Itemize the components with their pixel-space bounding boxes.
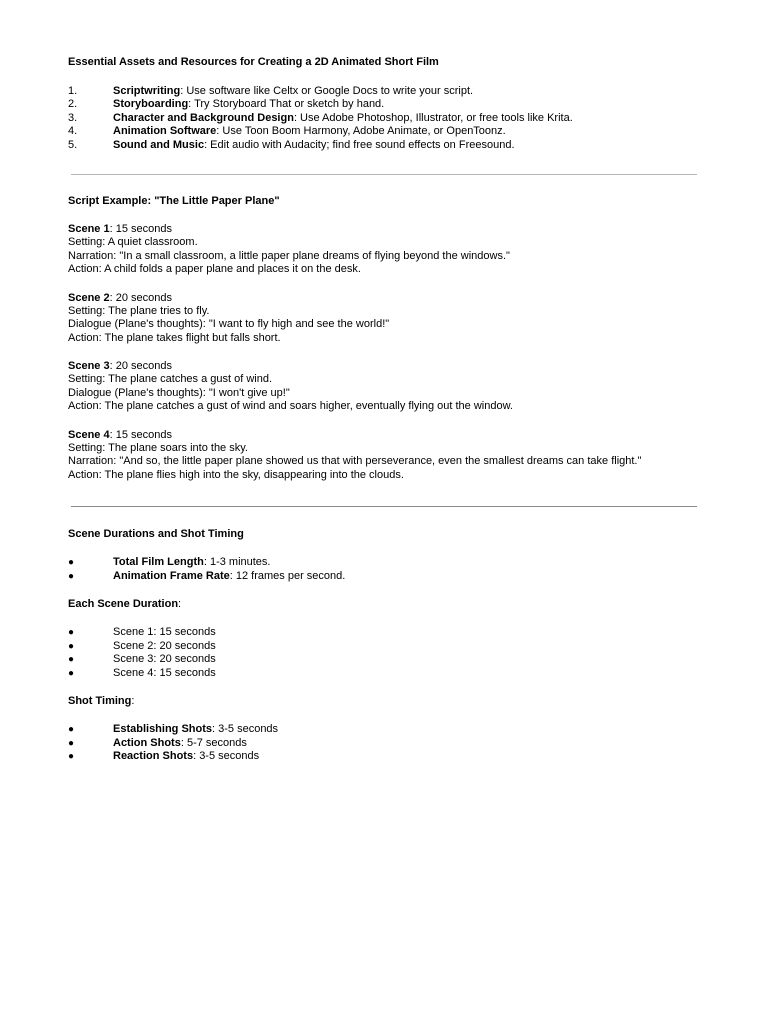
bullet-icon: ● (68, 737, 75, 749)
scene-line: Dialogue (Plane's thoughts): "I won't give up!" (68, 386, 290, 399)
list-text: : 5-7 seconds (180, 736, 247, 749)
list-text: Scene 1: 15 seconds (113, 626, 216, 639)
list-term: Animation Frame Rate (113, 569, 230, 582)
bullet-icon: ● (68, 557, 75, 569)
list-term: Total Film Length (113, 556, 204, 569)
bullet-icon: ● (68, 751, 75, 763)
shot-timing-heading: Shot Timing: (68, 694, 135, 707)
scene-block (68, 223, 698, 277)
list-item (68, 626, 698, 639)
scene-duration: : 20 seconds (109, 291, 172, 304)
scene-line: Dialogue (Plane's thoughts): "I want to fly high and see the world!" (68, 318, 390, 331)
scene-duration-list (68, 626, 698, 680)
bullet-icon: ● (68, 667, 75, 679)
list-text: : Try Storyboard That or sketch by hand. (188, 98, 385, 111)
list-item (68, 570, 698, 583)
list-text: : Edit audio with Audacity; find free sound effects on Freesound. (204, 138, 515, 151)
scene-line: Setting: A quiet classroom. (68, 236, 198, 249)
scene-label: Scene 3 (68, 360, 110, 373)
scene-line: Action: The plane flies high into the sky, disappearing into the clouds. (68, 468, 404, 481)
list-number: 1. (68, 85, 78, 97)
scene-line: Setting: The plane tries to fly. (68, 304, 210, 317)
scene-line: Action: A child folds a paper plane and places it on the desk. (68, 263, 361, 276)
list-term: Establishing Shots (113, 723, 213, 736)
list-item (68, 640, 698, 653)
scene-duration: : 20 seconds (109, 360, 172, 373)
list-term: Scriptwriting (113, 85, 181, 97)
list-item (68, 723, 698, 736)
list-item (68, 98, 698, 111)
assets-list (68, 85, 698, 152)
list-text: Scene 4: 15 seconds (113, 666, 216, 679)
list-text: : Use software like Celtx or Google Docs to write your script. (180, 85, 474, 97)
list-text: : Use Toon Boom Harmony, Adobe Animate, or OpenToonz. (216, 125, 506, 138)
scene-duration: : 15 seconds (109, 428, 172, 441)
scene-block (68, 360, 698, 414)
list-text: : Use Adobe Photoshop, Illustrator, or free tools like Krita. (293, 111, 573, 124)
scene-line: Setting: The plane soars into the sky. (68, 442, 248, 455)
list-item (68, 750, 698, 763)
list-text: : 12 frames per second. (229, 569, 346, 582)
list-term: Character and Background Design (113, 111, 294, 124)
list-term: Animation Software (113, 125, 217, 138)
list-term: Action Shots (113, 736, 181, 749)
list-item (68, 556, 698, 569)
scene-line: Narration: "In a small classroom, a little paper plane dreams of flying beyond the windows." (68, 249, 510, 262)
scene-line: Action: The plane catches a gust of wind and soars higher, eventually flying out the window. (68, 400, 513, 413)
list-item (68, 653, 698, 666)
scene-label: Scene 4 (68, 428, 110, 441)
list-text: : 3-5 seconds (193, 750, 260, 763)
script-heading: Script Example: "The Little Paper Plane" (68, 194, 280, 207)
list-item (68, 112, 698, 125)
list-number: 2. (68, 98, 78, 111)
timing-overview-list (68, 556, 698, 583)
list-item (68, 139, 698, 152)
list-text: : 3-5 seconds (212, 723, 279, 736)
document-page (68, 55, 698, 764)
list-text: Scene 2: 20 seconds (113, 639, 216, 652)
bullet-icon: ● (68, 640, 75, 652)
list-text: Scene 3: 20 seconds (113, 653, 216, 666)
scene-duration: : 15 seconds (109, 222, 172, 235)
bullet-icon: ● (68, 627, 75, 639)
scene-block (68, 292, 698, 346)
scene-label: Scene 2 (68, 291, 110, 304)
list-item (68, 125, 698, 138)
list-number: 4. (68, 125, 78, 138)
scene-label: Scene 1 (68, 222, 110, 235)
scene-block (68, 429, 698, 483)
bullet-icon: ● (68, 570, 75, 582)
timing-heading: Scene Durations and Shot Timing (68, 528, 244, 541)
scene-line: Setting: The plane catches a gust of wind. (68, 373, 273, 386)
list-term: Storyboarding (113, 98, 189, 111)
list-item (68, 667, 698, 680)
list-item (68, 737, 698, 750)
bullet-icon: ● (68, 724, 75, 736)
list-text: : 1-3 minutes. (203, 556, 271, 569)
list-number: 3. (68, 111, 78, 124)
list-item (68, 85, 698, 98)
list-term: Reaction Shots (113, 750, 194, 763)
bullet-icon: ● (68, 654, 75, 666)
list-term: Sound and Music (113, 138, 205, 151)
scene-line: Narration: "And so, the little paper plane showed us that with perseverance, even the smallest dreams can take flight." (68, 455, 642, 468)
shot-timing-list (68, 723, 698, 763)
assets-heading: Essential Assets and Resources for Creating a 2D Animated Short Film (68, 56, 439, 68)
scene-duration-heading: Each Scene Duration: (68, 597, 182, 610)
list-number: 5. (68, 138, 78, 151)
scene-line: Action: The plane takes flight but falls short. (68, 331, 281, 344)
